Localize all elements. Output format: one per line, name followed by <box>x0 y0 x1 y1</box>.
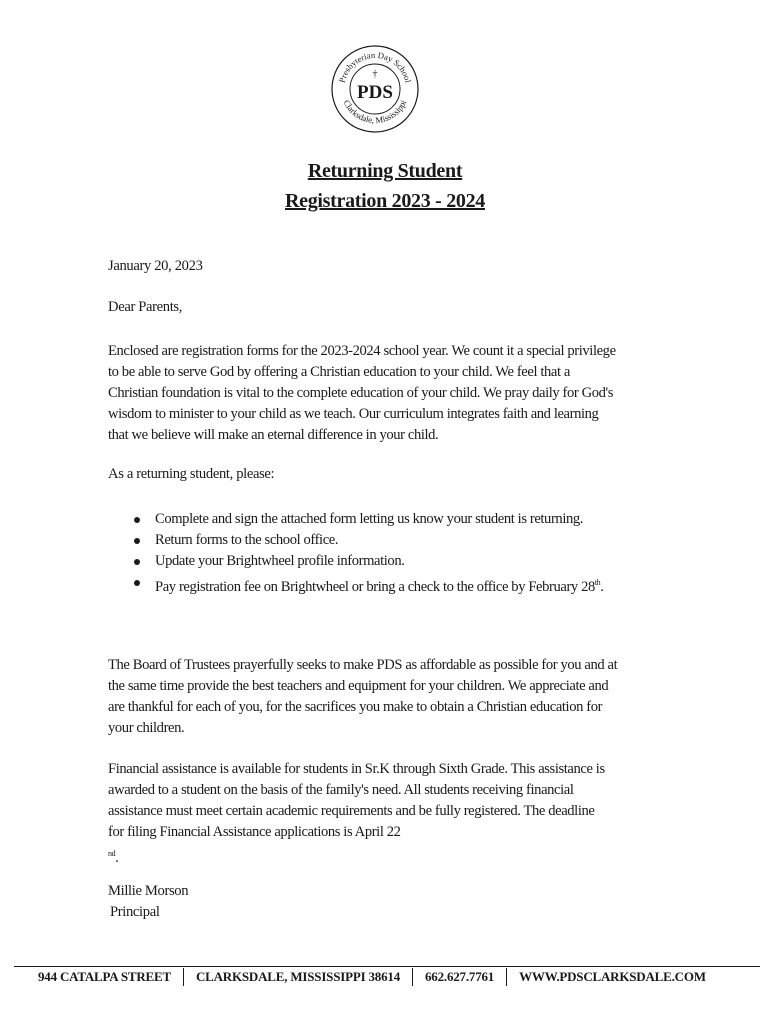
ordinal-suffix: nd <box>108 849 116 858</box>
school-seal-logo <box>330 44 420 134</box>
paragraph-line: wisdom to minister to your child as we teach. Our curriculum integrates faith and learning <box>108 406 599 422</box>
instruction-list <box>108 509 604 598</box>
paragraph-line: to be able to serve God by offering a Christian education to your child. We feel that a <box>108 364 570 380</box>
bullet-icon <box>134 580 140 586</box>
list-item: Pay registration fee on Brightwheel or bring a check to the office by February 28th. <box>108 572 604 598</box>
bullet-icon <box>134 517 140 523</box>
bullet-icon <box>134 538 140 544</box>
paragraph-line: Financial assistance is available for students in Sr.K through Sixth Grade. This assistance is <box>108 761 605 777</box>
list-item: Update your Brightwheel profile information. <box>108 551 604 572</box>
signature-name: Millie Morson <box>108 883 189 899</box>
paragraph-line: awarded to a student on the basis of the family's need. All students receiving financial <box>108 782 574 798</box>
footer-separator <box>412 968 413 986</box>
seal-ring-top-text: Presbyterian Day School <box>336 49 414 84</box>
paragraph-line: Enclosed are registration forms for the 2023-2024 school year. We count it a special privilege <box>108 343 616 359</box>
footer-separator <box>183 968 184 986</box>
paragraph-line: assistance must meet certain academic requirements and be fully registered. The deadline <box>108 803 595 819</box>
paragraph-line: that we believe will make an eternal difference in your child. <box>108 427 439 443</box>
salutation: Dear Parents, <box>108 299 183 315</box>
paragraph-line: the same time provide the best teachers and equipment for your children. We appreciate and <box>108 678 609 694</box>
footer <box>38 968 738 986</box>
seal-cross-icon: † <box>372 69 378 80</box>
paragraph-line: for filing Financial Assistance applications is April 22 $^{nd}$. <box>108 824 401 866</box>
list-item: Complete and sign the attached form letting us know your student is returning. <box>108 509 604 530</box>
ordinal-suffix: th <box>594 578 601 587</box>
letter-date: January 20, 2023 <box>108 258 203 274</box>
footer-separator <box>506 968 507 986</box>
seal-monogram: PDS <box>357 82 393 103</box>
footer-divider <box>14 966 760 967</box>
seal-ring-bottom-text: Clarksdale, Mississippi <box>341 98 409 126</box>
paragraph-line: are thankful for each of you, for the sacrifices you make to obtain a Christian education for <box>108 699 603 715</box>
bullet-icon <box>134 559 140 565</box>
paragraph-board <box>108 655 664 739</box>
paragraph-line: Christian foundation is vital to the complete education of your child. We pray daily for God's <box>108 385 614 401</box>
footer-city: CLARKSDALE, MISSISSIPPI 38614 <box>195 969 400 984</box>
footer-phone: 662.627.7761 <box>425 969 495 984</box>
footer-address: 944 CATALPA STREET <box>38 969 171 984</box>
list-intro: As a returning student, please: <box>108 466 275 482</box>
signature-role: Principal <box>110 904 160 920</box>
paragraph-financial <box>108 759 664 869</box>
title-line-2: Registration 2023 - 2024 <box>285 190 485 212</box>
list-item: Return forms to the school office. <box>108 530 604 551</box>
paragraph-line: your children. <box>108 720 185 736</box>
title-line-1: Returning Student <box>307 160 463 182</box>
footer-website: WWW.PDSCLARKSDALE.COM <box>519 969 706 984</box>
paragraph-intro <box>108 341 668 446</box>
paragraph-line: The Board of Trustees prayerfully seeks to make PDS as affordable as possible for you and at <box>108 657 618 673</box>
